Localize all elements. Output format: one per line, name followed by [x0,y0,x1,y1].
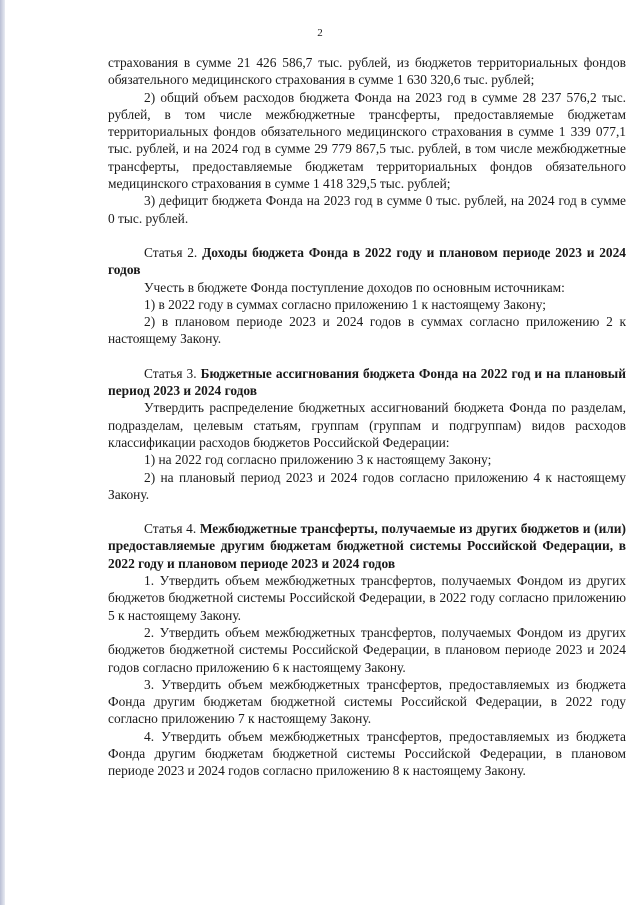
paragraph: 1) в 2022 году в суммах согласно приложению 1 к настоящему Закону; [144,296,546,312]
article-title: Бюджетные ассигнования бюджета Фонда на 2022 год и на плановый период 2023 и 2024 годов [108,365,626,399]
article-label: Статья 4. [144,521,197,537]
paragraph: Учесть в бюджете Фонда поступление доходов по основным источникам: [144,279,565,295]
article-heading [108,520,626,572]
paragraph: 4. Утвердить объем межбюджетных трансфертов, предоставляемых из бюджета Фонда другим бюджетам бюджетной системы Российской Федерации, в плановом периоде 2023 и 2024 годов согласно приложению 8 к настоящему Закону. [108,728,626,779]
paragraph: страхования в сумме 21 426 586,7 тыс. рублей, из бюджетов территориальных фондов обязательного медицинского страхования в сумме 1 630 320,6 тыс. рублей; [108,55,626,88]
article-label: Статья 2. [144,244,198,260]
paragraph: 2) общий объем расходов бюджета Фонда на 2023 год в сумме 28 237 576,2 тыс. рублей, в том числе межбюджетные трансферты, предоставляемые бюджетам территориальных фондов обязательного медицинского страхования в сумме 1 339 077,1 тыс. рублей, и на 2024 год в сумме 29 779 867,5 тыс. рублей, в том числе межбюджетные трансферты, предоставляемые бюджетам территориальных фондов обязательного медицинского страхования в сумме 1 418 329,5 тыс. рублей; [108,89,626,192]
article-heading [108,244,626,279]
page-number: 2 [317,27,323,39]
section-gap [108,227,626,244]
paragraph: 2) на плановый период 2023 и 2024 годов согласно приложению 4 к настоящему Закону. [108,469,626,502]
article-heading [108,365,626,400]
article-title: Доходы бюджета Фонда в 2022 году и плановом периоде 2023 и 2024 годов [108,244,626,278]
paragraph: Утвердить распределение бюджетных ассигнований бюджета Фонда по разделам, подразделам, целевым статьям, группам (группам и подгруппам) видов расходов классификации расходов бюджетов Российской Федерации: [108,400,626,450]
paragraph: 2. Утвердить объем межбюджетных трансфертов, получаемых Фондом из других бюджетов бюджетной системы Российской Федерации, в плановом периоде 2023 и 2024 годов согласно приложению 6 к настоящему Закону. [108,624,626,675]
document-body [108,54,626,780]
paragraph: 3) дефицит бюджета Фонда на 2023 год в сумме 0 тыс. рублей, на 2024 год в сумме 0 тыс. рублей. [108,193,626,226]
paragraph: 1) на 2022 год согласно приложению 3 к настоящему Закону; [144,452,492,468]
article-title: Межбюджетные трансферты, получаемые из других бюджетов и (или) предоставляемые другим бюджетам бюджетной системы Российской Федерации, в 2022 году и плановом периоде 2023 и 2024 годов [108,521,626,571]
section-gap [108,503,626,520]
paragraph: 3. Утвердить объем межбюджетных трансфертов, предоставляемых из бюджета Фонда другим бюджетам бюджетной системы Российской Федерации, в 2022 году согласно приложению 7 к настоящему Закону. [108,676,626,727]
scan-page-edge [0,0,5,905]
paragraph: 2) в плановом периоде 2023 и 2024 годов в суммах согласно приложению 2 к настоящему Закону. [108,314,626,347]
section-gap [108,348,626,365]
paragraph: 1. Утвердить объем межбюджетных трансфертов, получаемых Фондом из других бюджетов бюджетной системы Российской Федерации, в 2022 году согласно приложению 5 к настоящему Закону. [108,573,626,623]
article-label: Статья 3. [144,365,197,381]
